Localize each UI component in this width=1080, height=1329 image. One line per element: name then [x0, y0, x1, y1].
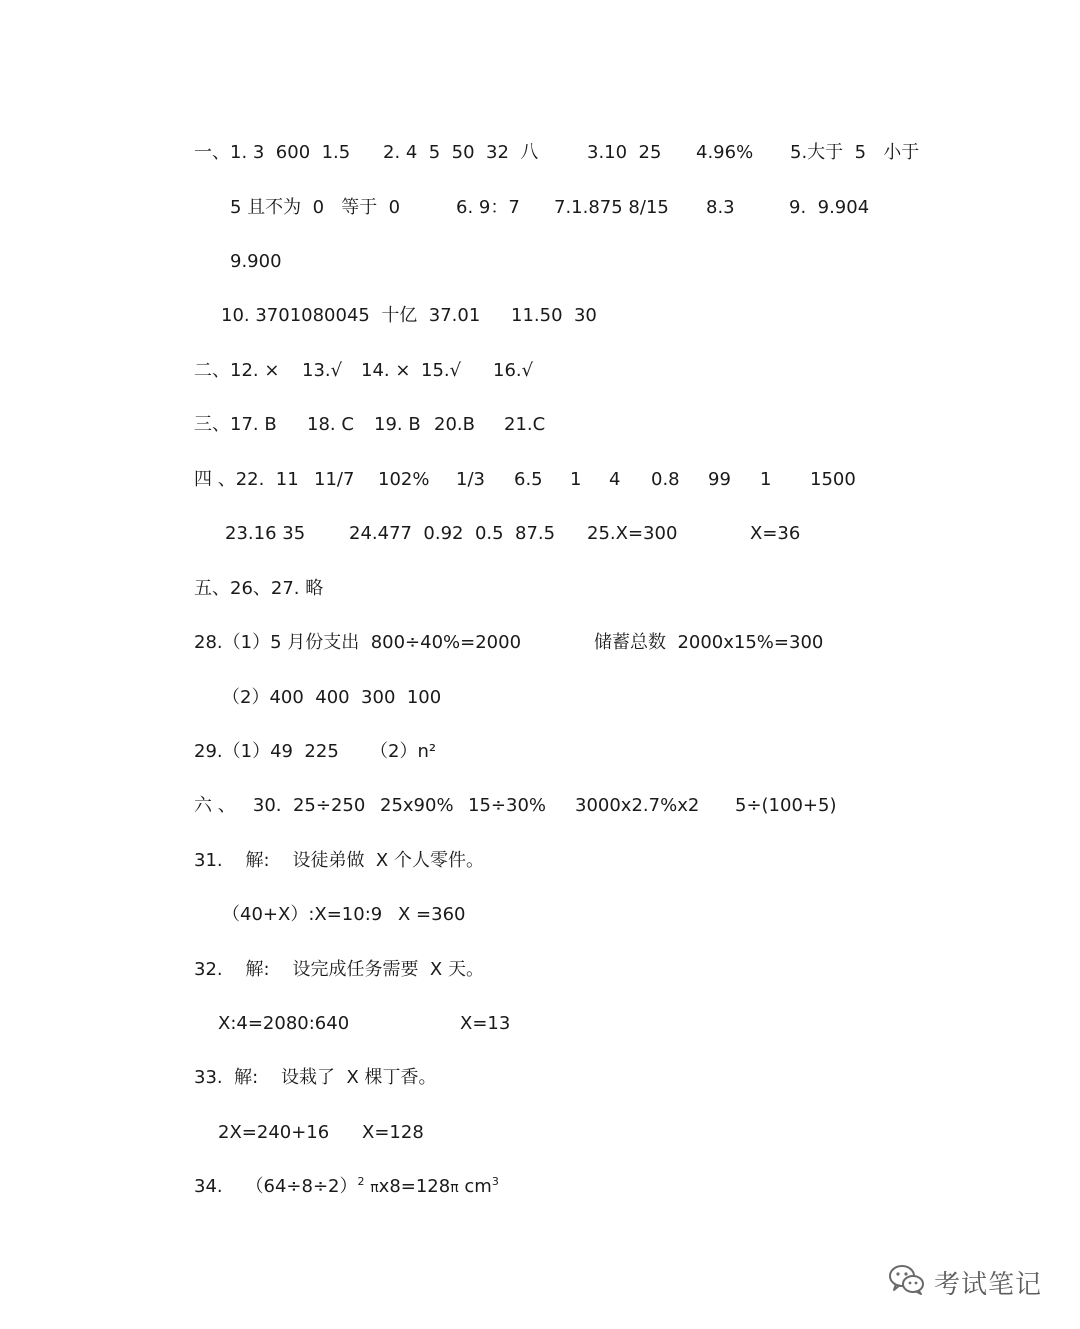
answer-item: 25.X=300 — [587, 523, 678, 544]
answer-item: （40+X）:X=10:9 — [222, 904, 383, 925]
answer-item: X=13 — [460, 1013, 511, 1034]
answer-item: X:4=2080:640 — [218, 1013, 350, 1034]
wechat-icon — [888, 1263, 926, 1301]
answer-item: 8.3 — [706, 197, 735, 218]
answer-item: 三、17. B — [194, 414, 277, 435]
answer-item: 11/7 — [314, 469, 355, 490]
answer-item: 6. 9：7 — [456, 197, 520, 218]
answer-item: （2）400 400 300 100 — [222, 687, 442, 708]
answer-item: 6.5 — [514, 469, 543, 490]
answer-item: 2. 4 5 50 32 八 — [383, 142, 539, 163]
answer-item: 33. 解: 设栽了 X 棵丁香。 — [194, 1067, 437, 1088]
answer-item: 5.大于 5 小于 — [790, 142, 920, 163]
answer-item: 五、26、27. 略 — [194, 578, 324, 599]
answer-item: 99 — [708, 469, 731, 490]
answer-item: 1 — [570, 469, 582, 490]
answer-item: 1500 — [810, 469, 856, 490]
answer-item: 21.C — [504, 414, 546, 435]
answer-item: 102% — [378, 469, 430, 490]
answer-item: 28.（1）5 月份支出 800÷40%=2000 — [194, 632, 522, 653]
answer-item: 9. 9.904 — [789, 197, 870, 218]
unit: cm — [464, 1176, 492, 1197]
answer-item: 3.10 25 — [587, 142, 662, 163]
superscript-3: 3 — [491, 1175, 499, 1188]
answer-item: 1 — [760, 469, 772, 490]
answer-item: 7.1.875 8/15 — [554, 197, 669, 218]
answer-item: 31. 解: 设徒弟做 X 个人零件。 — [194, 850, 484, 871]
formula-middle: x8=128 — [378, 1176, 451, 1197]
watermark — [888, 1262, 1042, 1302]
answer-item: 2X=240+16 — [218, 1122, 330, 1143]
answer-item: 20.B — [434, 414, 475, 435]
answer-item: 16.√ — [493, 360, 534, 381]
answer-item: 32. 解: 设完成任务需要 X 天。 — [194, 959, 484, 980]
answer-item: 4.96% — [696, 142, 754, 163]
answer-item: 18. C — [307, 414, 354, 435]
answer-item: 3000x2.7%x2 — [575, 795, 700, 816]
watermark-text: 考试笔记 — [934, 1269, 1043, 1300]
answer-item: 二、12. × — [194, 360, 280, 381]
answer-item: 11.50 30 — [511, 305, 597, 326]
formula-prefix: 34. （64÷8÷2） — [194, 1176, 358, 1197]
answer-item: 9.900 — [230, 251, 282, 272]
answer-item: 六 、 30. 25÷250 — [194, 795, 366, 816]
answer-item: X=128 — [362, 1122, 424, 1143]
answer-item: 0.8 — [651, 469, 680, 490]
superscript-2: 2 — [357, 1175, 365, 1188]
answer-item: 29.（1）49 225 — [194, 741, 339, 762]
answer-item: 4 — [609, 469, 621, 490]
answer-item: 5÷(100+5) — [735, 795, 837, 816]
answer-item: X=36 — [750, 523, 801, 544]
answer-item: 24.477 0.92 0.5 87.5 — [349, 523, 556, 544]
answer-item: 储蓄总数 2000x15%=300 — [594, 632, 824, 653]
answer-item: 5 且不为 0 等于 0 — [230, 197, 401, 218]
answer-item: （2）n² — [370, 741, 437, 762]
answer-item: 四 、22. 11 — [194, 469, 299, 490]
answer-item: 14. × — [361, 360, 411, 381]
answer-item: 一、1. 3 600 1.5 — [194, 142, 351, 163]
answer-item: 25x90% — [380, 795, 454, 816]
pi-symbol: π — [450, 1180, 459, 1196]
answer-item: X =360 — [398, 904, 466, 925]
answer-item: 15÷30% — [468, 795, 546, 816]
answer-item: 10. 3701080045 十亿 37.01 — [221, 305, 481, 326]
formula-34 — [194, 1175, 499, 1201]
answer-item: 23.16 35 — [225, 523, 306, 544]
answer-item: 19. B — [374, 414, 421, 435]
answer-item: 13.√ — [302, 360, 343, 381]
answer-item: 15.√ — [421, 360, 462, 381]
pi-symbol: π — [370, 1180, 379, 1196]
answer-item: 1/3 — [456, 469, 485, 490]
